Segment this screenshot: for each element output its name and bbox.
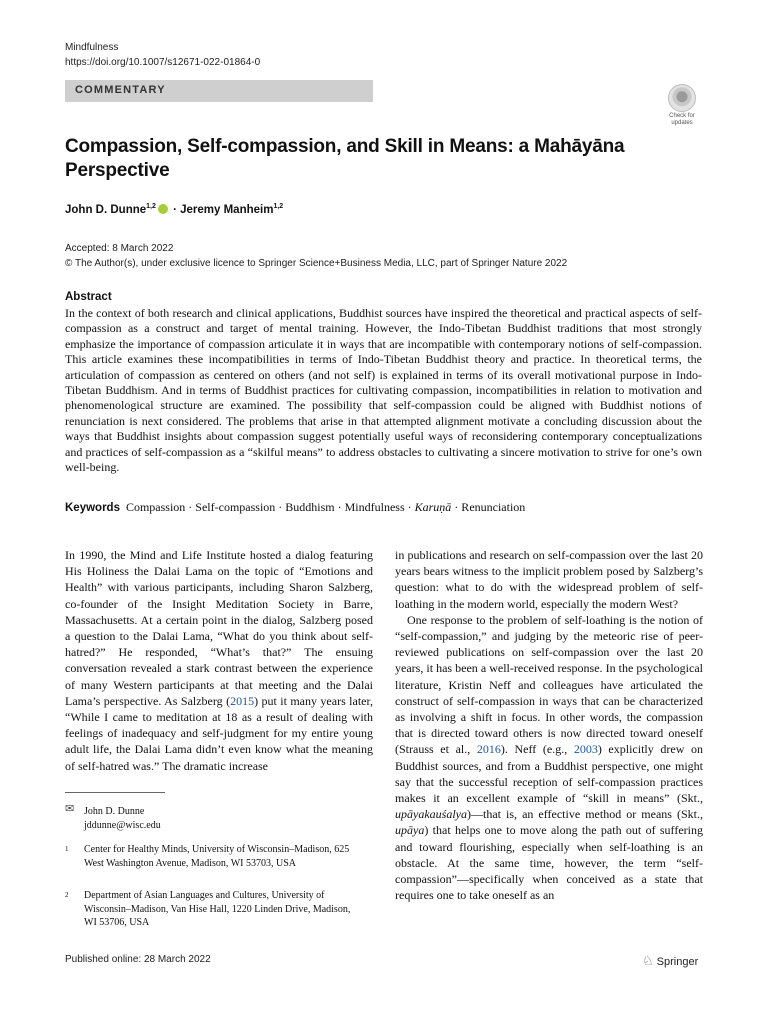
sanskrit-term: upāyakauśalya [395, 807, 467, 822]
author-name[interactable]: John D. Dunne [65, 203, 147, 216]
journal-header [65, 40, 260, 70]
body-text: ) put it many years later, “While I came to meditation at 18 as a result of dealing with feelings of inadequacy and self-judgment for my entire young adult life, the Dalai Lama didn’t even know what the meaning of self-hatred was.” The dramatic increase [65, 693, 373, 773]
body-text: ) that helps one to move along the path out of suffering and toward flourishing, especially when self-loathing is an obstacle. At the same time, however, the term “self-compassion”—specifically when conceived as a state that requires one to take oneself as an [395, 823, 703, 903]
body-column-right [395, 547, 703, 903]
author-affiliation-marker: 1,2 [146, 203, 156, 210]
abstract-text: In the context of both research and clinical applications, Buddhist sources have inspired the theoretical and practical aspects of self-compassion as a construct and target of mental training. However, the Indo-Tibetan Buddhist traditions that most strongly emphasize the importance of compassion articulate it in ways that are incompatible with contemporary notions of self-compassion. This article examines these incompatibilities in terms of Indo-Tibetan Buddhist theory and practice. In theoretical terms, the articulation of compassion as centered on others (and not self) is explained in terms of its overall motivational purpose in Indo-Tibetan Buddhism. And in terms of Buddhist practices for cultivating compassion, incompatibilities in relation to motivation and phenomenological structure are examined. The possibility that self-compassion could be aligned with Buddhist notions of renunciation is next considered. The problems that arise in that attempted alignment motivate a concluding discussion about the ways that Buddhist insights about compassion suggest potentially useful ways of reconsidering contemporary conceptualizations and practices of self-compassion as a “skilful means” to address obstacles to cultivating a sincere motivation to strive for one’s own well-being. [65, 306, 702, 475]
body-text: One response to the problem of self-loathing is the notion of “self-compassion,” and judging by the meteoric rise of peer-reviewed publications on self-compassion over the last 20 years, it has been a well-received response. In the psychological literature, Kristin Neff and colleagues have articulated the construct of self-compassion in ways that can be characterized as involving a shift in focus. In other words, the compassion that is directed toward others is now directed toward oneself (Strauss et al., [395, 612, 703, 757]
body-text: In 1990, the Mind and Life Institute hosted a dialog featuring His Holiness the Dalai Lama on the topic of “Emotions and Health” with various participants, including Sharon Salzberg, co-founder of the Insight Meditation Society in Barre, Massachusetts. At a certain point in the dialog, Salzberg posed a question to the Dalai Lama, “What do you think about self-hatred?” He responded, “What’s that?” The ensuing conversation revealed a stark contrast between the experience of many Western participants at that meeting and the Dalai Lama’s perspective. As Salzberg ( [65, 548, 373, 708]
article-title: Compassion, Self-compassion, and Skill in Means: a Mahāyāna Perspective [65, 136, 625, 181]
contact-name: John D. Dunne [84, 806, 145, 817]
publisher-name: Springer [656, 956, 699, 968]
doi-link[interactable]: https://doi.org/10.1007/s12671-022-01864-0 [65, 57, 261, 68]
paragraph [395, 612, 703, 904]
citation-link[interactable]: 2016 [476, 742, 501, 757]
body-text: ). Neff (e.g., [500, 742, 574, 757]
publication-info [65, 241, 567, 271]
body-text: ) explicitly drew on Buddhist sources, and from a Buddhist perspective, one might say that the successful reception of self-compassion practices makes it an excellent example of “skill in means” (Skt., [395, 742, 703, 806]
check-updates-label: Check for updates [669, 113, 695, 126]
author-affiliation-marker: 1,2 [273, 203, 284, 210]
citation-link[interactable]: 2015 [230, 693, 255, 708]
affiliation-text: Center for Healthy Minds, University of Wisconsin–Madison, 625 West Washington Avenue, Madison, WI 53703, USA [84, 844, 350, 869]
paragraph [395, 547, 703, 612]
body-text: )—that is, an effective method or means (Skt., [466, 807, 703, 822]
citation-link[interactable]: 2003 [573, 742, 598, 757]
sanskrit-term: upāya [395, 823, 425, 838]
article-type-label: COMMENTARY [75, 84, 166, 96]
publisher-logo [642, 953, 698, 969]
check-for-updates-badge[interactable] [661, 84, 703, 126]
copyright-notice: © The Author(s), under exclusive licence to Springer Science+Business Media, LLC, part of Springer Nature 2022 [65, 258, 568, 269]
keyword-list: Compassion · Self-compassion · Buddhism · Mindfulness · [125, 500, 415, 514]
keyword-list-end: · Renunciation [451, 500, 526, 514]
contact-email[interactable]: jddunne@wisc.edu [84, 819, 161, 831]
body-column-left [65, 547, 373, 774]
keyword-italic: Karuṇā [414, 500, 452, 514]
orcid-icon[interactable] [158, 204, 168, 214]
contact-footnote [65, 805, 365, 832]
author-name[interactable]: Jeremy Manheim [180, 203, 274, 216]
author-separator: · [169, 203, 181, 216]
journal-name: Mindfulness [65, 42, 119, 53]
affiliation-footnote [65, 889, 365, 930]
abstract-heading: Abstract [65, 291, 112, 303]
footnote-divider [65, 792, 165, 793]
keywords-label: Keywords [65, 502, 120, 514]
springer-horse-icon: ♘ [642, 953, 654, 968]
affiliation-number: 2 [65, 891, 69, 899]
body-text: in publications and research on self-compassion over the last 20 years bears witness to the implicit problem posed by Salzberg’s question: what to do with the widespread problem of self-loathing in the modern world, especially the modern West? [395, 548, 703, 611]
accepted-date: Accepted: 8 March 2022 [65, 243, 174, 254]
affiliation-text: Department of Asian Languages and Cultures, University of Wisconsin–Madison, Van Hise Hall, 1220 Linden Drive, Madison, WI 53706, USA [84, 890, 351, 929]
keywords [65, 500, 702, 515]
author-list [65, 203, 283, 216]
check-updates-icon [668, 84, 696, 112]
article-type-banner [65, 80, 373, 102]
envelope-icon: ✉ [65, 803, 75, 815]
affiliation-footnote [65, 843, 365, 870]
published-online-date: Published online: 28 March 2022 [65, 954, 211, 965]
affiliation-number: 1 [65, 845, 69, 853]
